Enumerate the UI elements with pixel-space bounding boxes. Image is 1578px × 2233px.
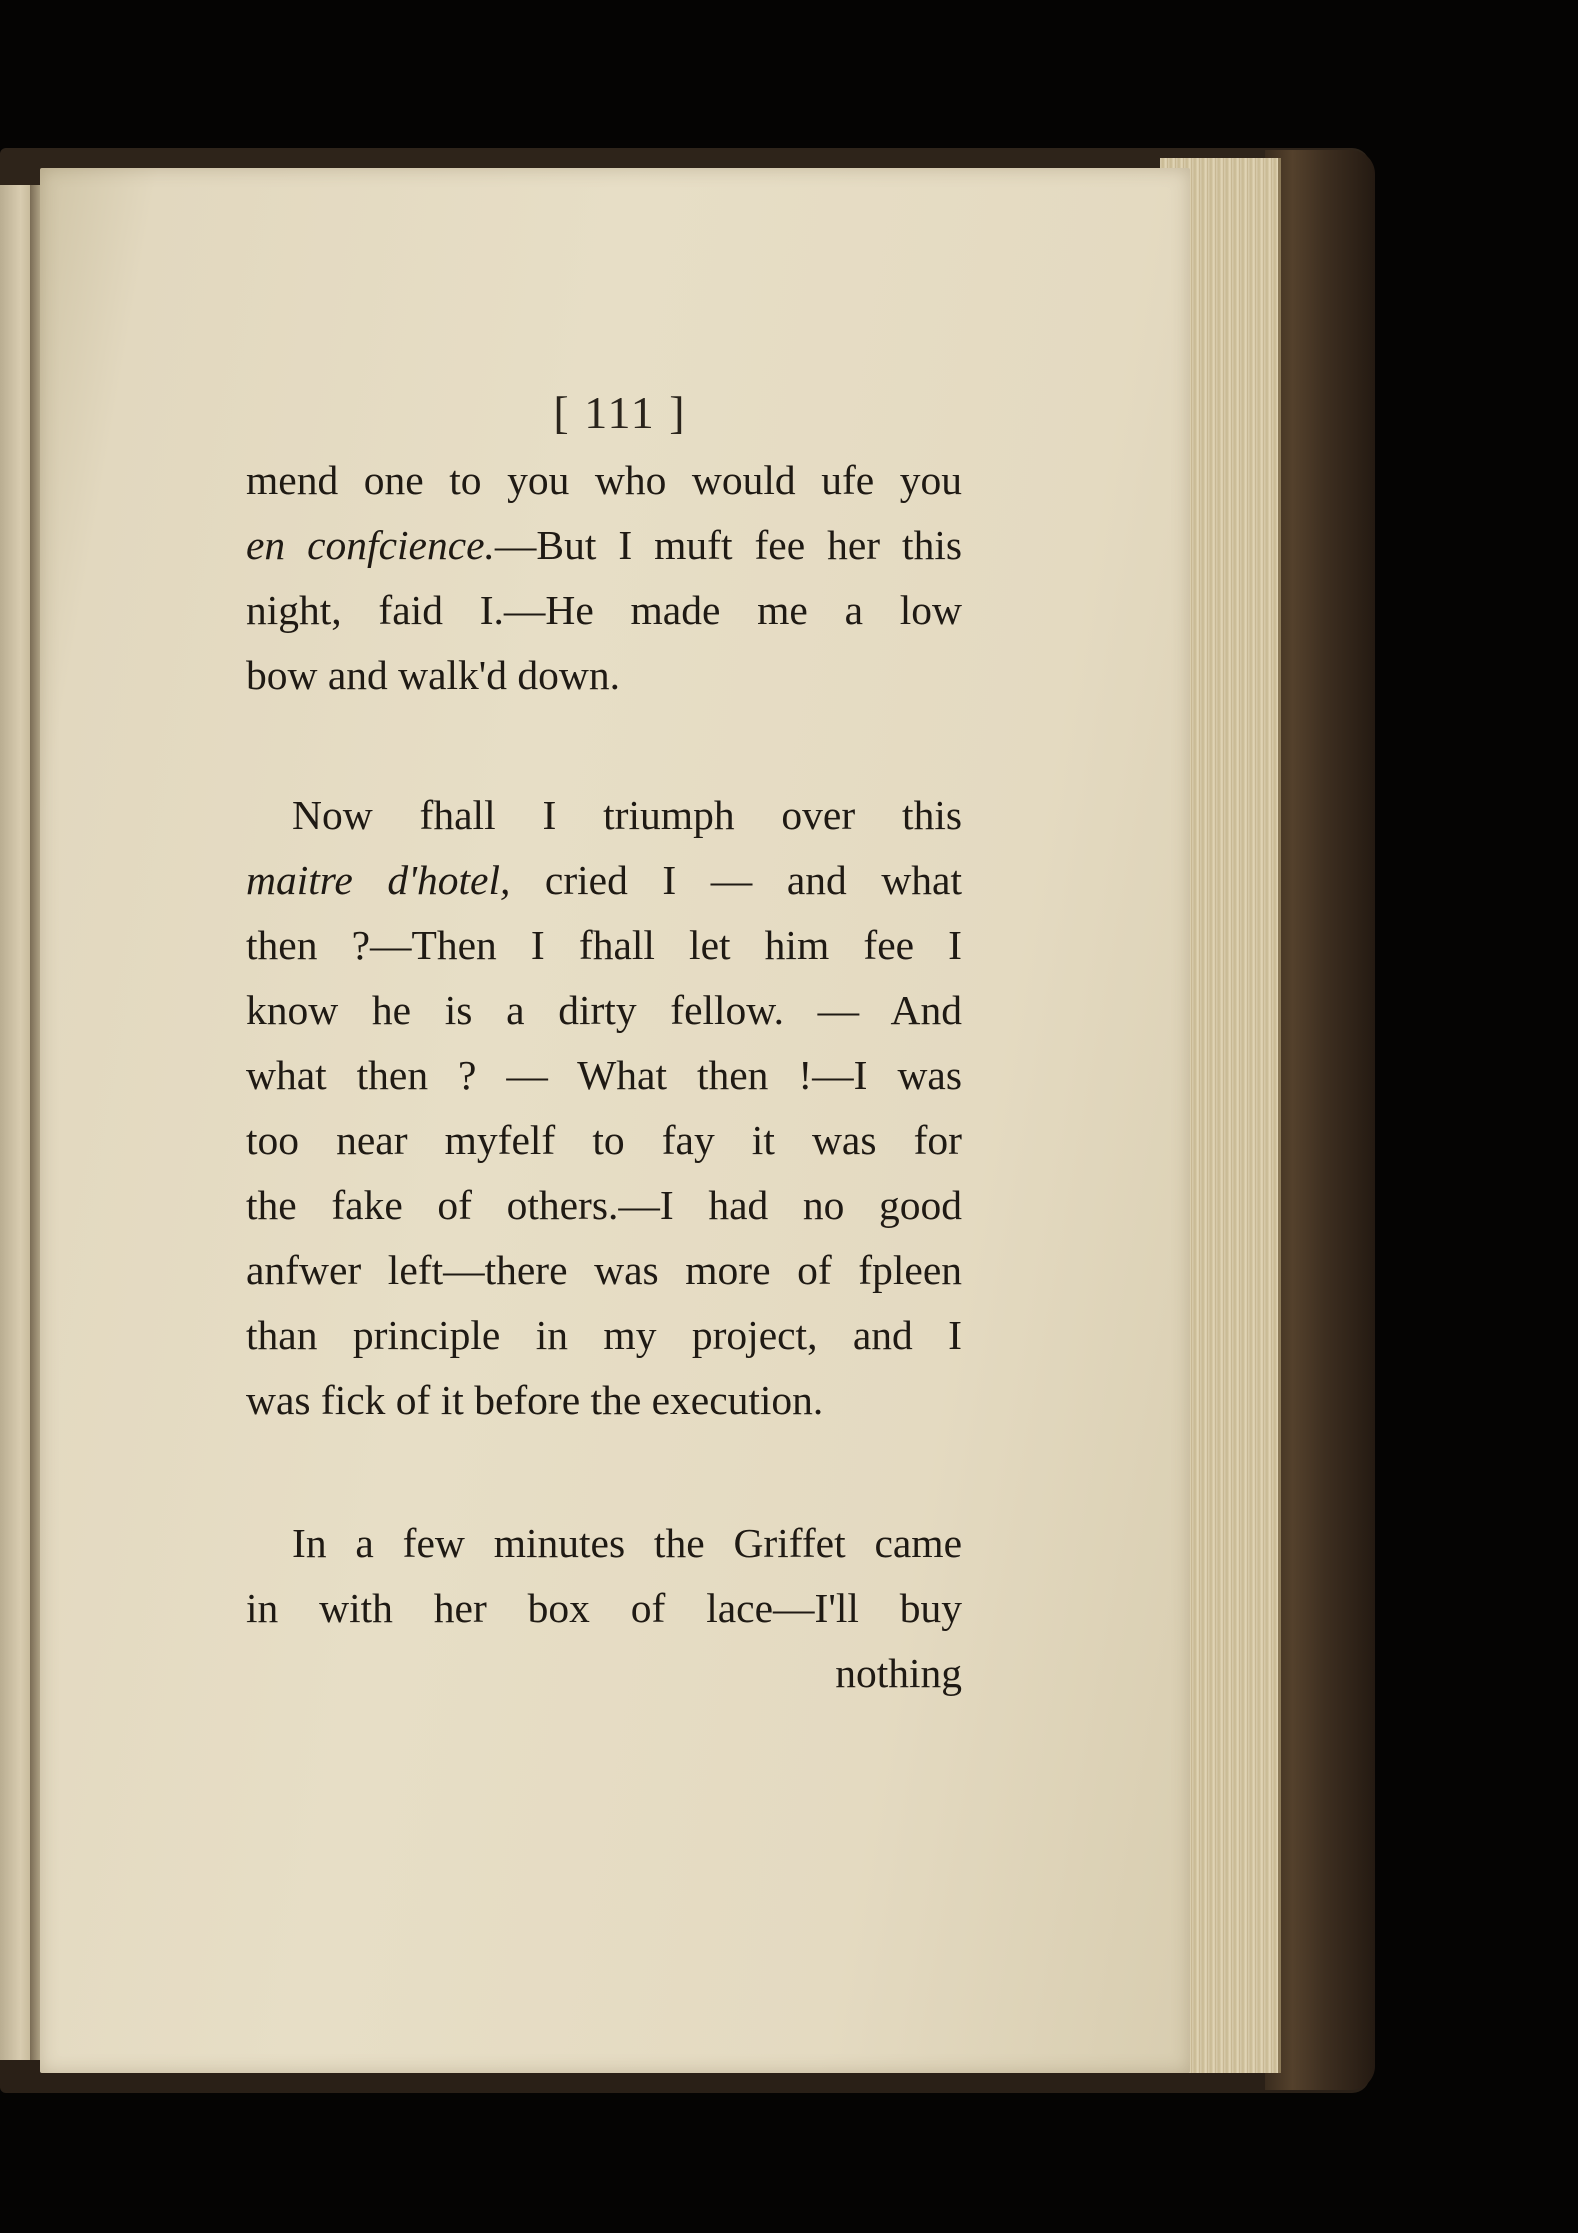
catchword: nothing	[835, 1650, 962, 1696]
text-line: was fick of it before the execution.	[246, 1377, 824, 1423]
book-binding-edge	[1265, 150, 1375, 2090]
text-line: too near myfelf to fay it was for	[246, 1117, 962, 1163]
text-line: than principle in my project, and I	[246, 1312, 962, 1358]
text-line: what then ? — What then !—I was	[246, 1052, 962, 1098]
text-line: know he is a dirty fellow. — And	[246, 987, 962, 1033]
text-line: mend one to you who would ufe you	[246, 457, 962, 503]
text-line: bow and walk'd down.	[246, 652, 621, 698]
text-line: night, faid I.—He made me a low	[246, 587, 962, 633]
text-line: In a few minutes the Griffet came	[292, 1520, 962, 1566]
text-line: the fake of others.—I had no good	[246, 1182, 962, 1228]
text-line: in with her box of lace—I'll buy	[246, 1585, 962, 1631]
text-line-italic-lead: maitre d'hotel, cried I — and what	[246, 857, 962, 903]
text-line: Now fhall I triumph over this	[292, 792, 962, 838]
paragraph-1	[246, 448, 962, 708]
text-line-italic-lead: en confcience.—But I muft fee her this	[246, 522, 962, 568]
page-number: [ 111 ]	[553, 387, 687, 438]
italic-phrase: en confcience.	[246, 522, 495, 568]
left-page-sliver	[0, 185, 34, 2060]
paragraph-2	[246, 783, 962, 1433]
paragraph-3	[246, 1511, 962, 1706]
text-line: anfwer left—there was more of fpleen	[246, 1247, 962, 1293]
italic-phrase: maitre d'hotel,	[246, 857, 511, 903]
text-line: then ?—Then I fhall let him fee I	[246, 922, 962, 968]
